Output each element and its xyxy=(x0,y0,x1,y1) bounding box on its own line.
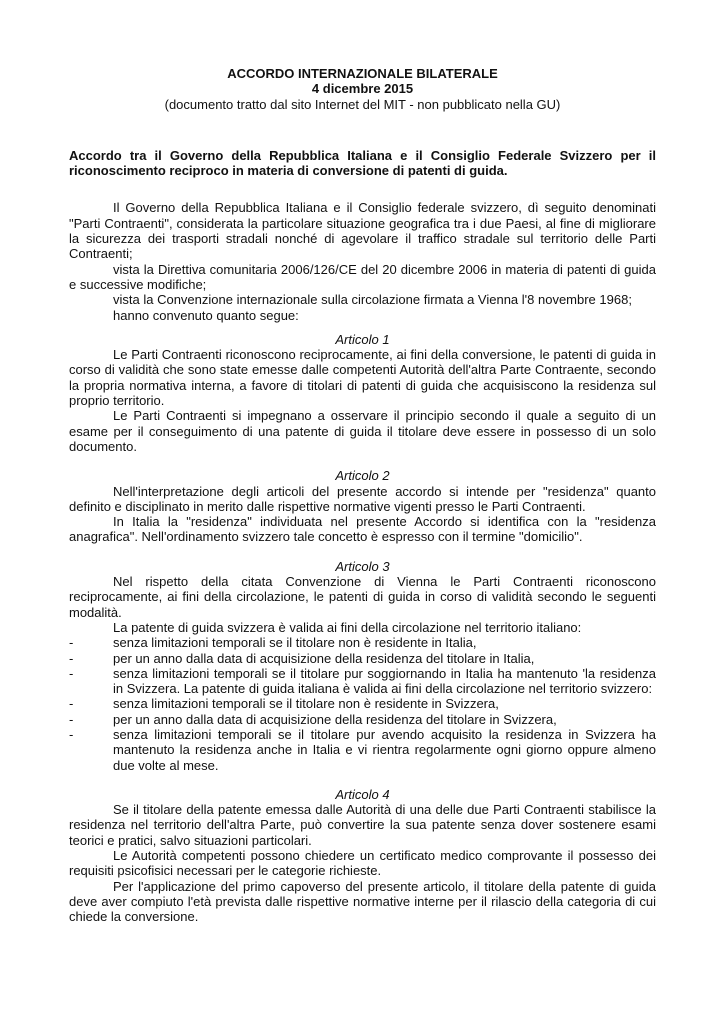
dash-marker: - xyxy=(69,635,74,651)
preamble-paragraph: hanno convenuto quanto segue: xyxy=(113,307,299,323)
dash-marker: - xyxy=(69,696,74,712)
article-heading: Articolo 3 xyxy=(335,558,390,574)
preamble-paragraph: vista la Convenzione internazionale sulla circolazione firmata a Vienna l'8 novembre 1968; xyxy=(113,292,632,308)
dash-marker: - xyxy=(69,726,74,742)
article-paragraph: Nell'interpretazione degli articoli del presente accordo si intende per "residenza" quanto definito e disciplinato in merito dalle rispettive normative vigenti presso le Parti Contraenti. xyxy=(69,483,656,514)
list-item xyxy=(69,727,656,773)
list-item-text: senza limitazioni temporali se il titolare non è residente in Svizzera, xyxy=(113,696,499,712)
agreement-subject: Accordo tra il Governo della Repubblica Italiana e il Consiglio Federale Svizzero per il riconoscimento reciproco in materia di conversione di patenti di guida. xyxy=(69,147,656,179)
list-item xyxy=(69,651,656,666)
article-paragraph: Se il titolare della patente emessa dalle Autorità di una delle due Parti Contraenti stabilisce la residenza nel territorio dell'altra Parte, può convertire la sua patente senza dover sostenere esami teorici e pratici, salvo situazioni particolari. xyxy=(69,802,656,848)
list-item-text: senza limitazioni temporali se il titolare non è residente in Italia, xyxy=(113,635,477,651)
article-paragraph: Le Autorità competenti possono chiedere un certificato medico comprovante il possesso dei requisiti psicofisici necessari per le categorie richieste. xyxy=(69,848,656,879)
document-page xyxy=(69,66,656,925)
document-source-note: (documento tratto dal sito Internet del MIT - non pubblicato nella GU) xyxy=(164,96,561,112)
list-item-text: per un anno dalla data di acquisizione della residenza del titolare in Svizzera, xyxy=(113,711,557,727)
dash-marker: - xyxy=(69,711,74,727)
preamble-paragraph: Il Governo della Repubblica Italiana e il Consiglio federale svizzero, dì seguito denominati "Parti Contraenti", considerata la particolare situazione geografica tra i due Paesi, al fine di migliorare la sicurezza dei trasporti stradali nonché di agevolare il traffico stradale sul territorio delle Parti Contraenti; xyxy=(69,200,656,262)
document-date: 4 dicembre 2015 xyxy=(311,81,414,97)
article-paragraph: La patente di guida svizzera è valida ai fini della circolazione nel territorio italiano: xyxy=(113,619,582,635)
article-list xyxy=(69,635,656,773)
list-item-text: senza limitazioni temporali se il titolare pur avendo acquisito la residenza in Svizzera ha mantenuto la residenza anche in Italia e vi rientra regolarmente ogni giorno oppure almeno due volte al mese. xyxy=(113,726,656,773)
article-heading: Articolo 1 xyxy=(335,331,390,347)
document-title: ACCORDO INTERNAZIONALE BILATERALE xyxy=(227,66,498,81)
article-paragraph: Le Parti Contraenti riconoscono reciprocamente, ai fini della conversione, le patenti di guida in corso di validità che sono state emesse dalle competenti Autorità dell'altra Parte Contraente, secondo la propria normativa interna, a favore di titolari di patenti di guida che acquisiscono la residenza sul proprio territorio. xyxy=(69,347,656,409)
dash-marker: - xyxy=(69,665,74,681)
dash-marker: - xyxy=(69,650,74,666)
list-item xyxy=(69,635,656,650)
article-paragraph: Le Parti Contraenti si impegnano a osservare il principio secondo il quale a seguito di un esame per il conseguimento di una patente di guida il titolare deve essere in possesso di un solo documento. xyxy=(69,408,656,454)
list-item-text: senza limitazioni temporali se il titolare pur soggiornando in Italia ha mantenuto 'la residenza in Svizzera. La patente di guida italiana è valida ai fini della circolazione nel territorio svizzero: xyxy=(113,665,656,697)
preamble-paragraph: vista la Direttiva comunitaria 2006/126/CE del 20 dicembre 2006 in materia di patenti di guida e successive modifiche; xyxy=(69,261,656,292)
list-item xyxy=(69,666,656,697)
article-paragraph: In Italia la "residenza" individuata nel presente Accordo si identifica con la "residenza anagrafica". Nell'ordinamento svizzero tale concetto è espresso con il termine "domicilio". xyxy=(69,514,656,545)
article-paragraph: Nel rispetto della citata Convenzione di Vienna le Parti Contraenti riconoscono reciprocamente, ai fini della circolazione, le patenti di guida in corso di validità secondo le seguenti modalità. xyxy=(69,574,656,620)
article-paragraph: Per l'applicazione del primo capoverso del presente articolo, il titolare della patente di guida deve aver compiuto l'età prevista dalle rispettive normative interne per il rilascio della categoria di cui chiede la conversione. xyxy=(69,878,656,925)
list-item xyxy=(69,696,656,711)
list-item-text: per un anno dalla data di acquisizione della residenza del titolare in Italia, xyxy=(113,650,535,666)
document-header xyxy=(69,66,656,112)
list-item xyxy=(69,712,656,727)
article-heading: Articolo 4 xyxy=(335,786,390,802)
article-heading: Articolo 2 xyxy=(335,468,390,484)
